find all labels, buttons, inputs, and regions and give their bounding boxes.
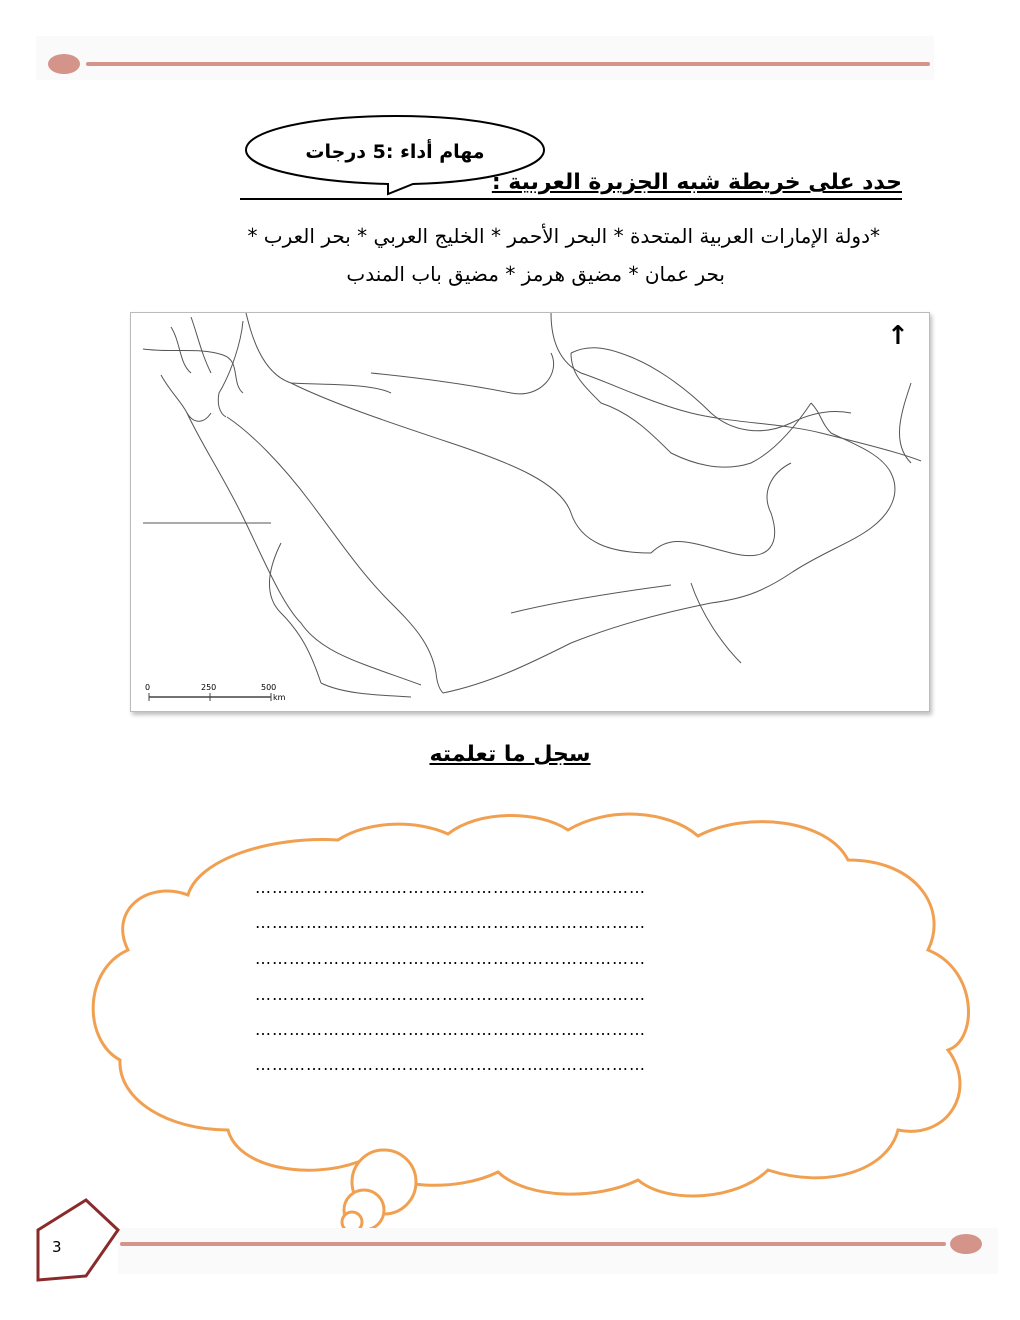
header-dot	[48, 54, 80, 74]
task-items-line-2: بحر عمان * مضيق هرمز * مضيق باب المندب	[346, 262, 725, 286]
arabian-peninsula-map	[130, 312, 930, 712]
scale-tick-0: 0	[145, 683, 151, 692]
map-drawing	[131, 313, 929, 711]
learned-title: سجل ما تعلمته	[429, 742, 591, 767]
north-arrow-icon: ↑	[887, 321, 909, 351]
dotted-line-3[interactable]: ……………………………………………………………	[255, 949, 646, 968]
map-scale-bar	[149, 693, 271, 701]
scale-unit: km	[273, 693, 286, 702]
header-band	[36, 36, 934, 80]
dotted-line-4[interactable]: ……………………………………………………………	[255, 985, 646, 1004]
footer-rule	[120, 1242, 946, 1246]
header-rule	[86, 62, 930, 66]
dotted-line-1[interactable]: ……………………………………………………………	[255, 878, 646, 897]
footer-band	[118, 1228, 998, 1274]
page-number: 3	[52, 1238, 62, 1256]
dotted-line-6[interactable]: ……………………………………………………………	[255, 1055, 646, 1074]
dotted-line-2[interactable]: ……………………………………………………………	[255, 913, 646, 932]
task-title: حدد على خريطة شبه الجزيرة العربية :	[491, 170, 902, 195]
page-number-tab	[34, 1196, 124, 1286]
task-items-line-1: *دولة الإمارات العربية المتحدة * البحر الأحمر * الخليج العربي * بحر العرب *	[247, 224, 880, 248]
title-divider	[240, 198, 902, 200]
dotted-line-5[interactable]: ……………………………………………………………	[255, 1020, 646, 1039]
scale-tick-250: 250	[201, 683, 217, 692]
footer-dot	[950, 1234, 982, 1254]
scale-tick-500: 500	[261, 683, 277, 692]
task-points-label: مهام أداء :5 درجات	[305, 141, 485, 163]
